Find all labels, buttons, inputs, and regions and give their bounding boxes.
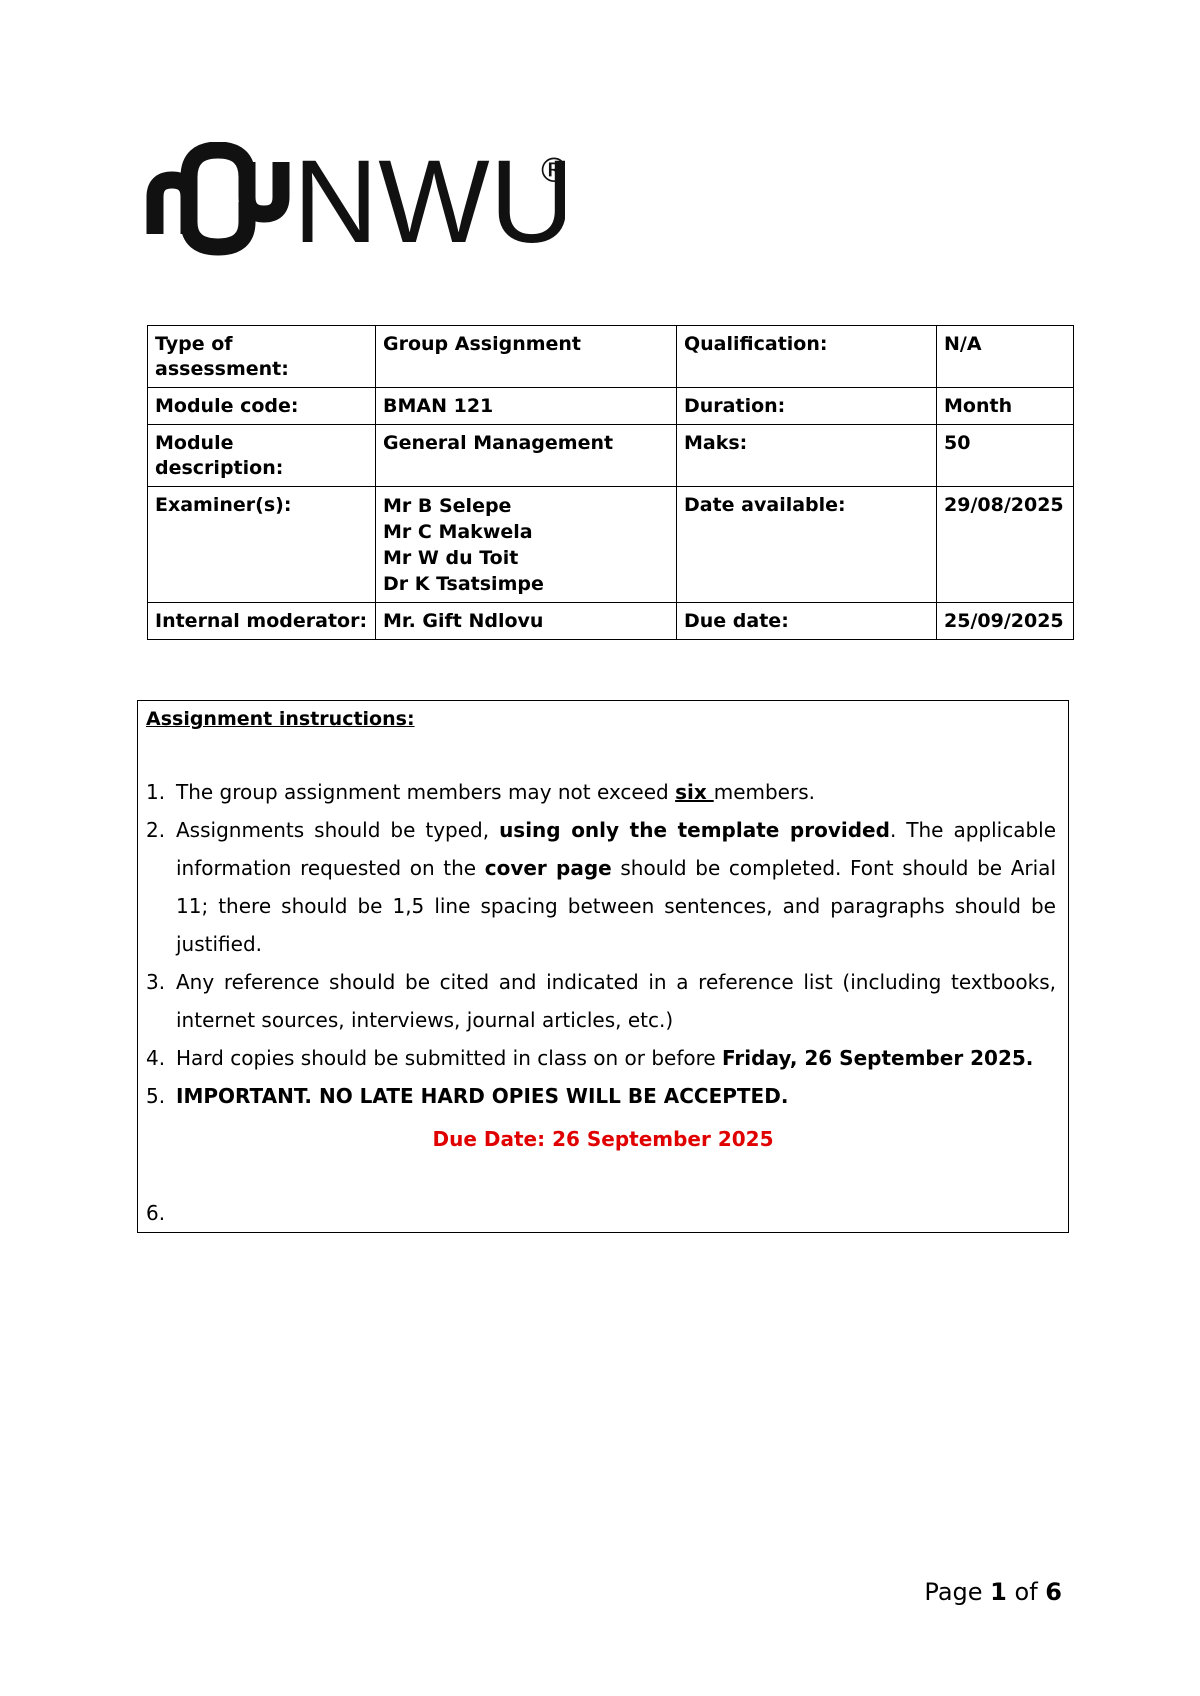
item-number: 5. <box>146 1084 166 1108</box>
value-cell: General Management <box>376 425 677 487</box>
item-number: 4. <box>146 1046 166 1070</box>
label-cell: Examiner(s): <box>148 487 376 603</box>
item-number: 6. <box>146 1201 166 1225</box>
table-row <box>148 388 1074 425</box>
list-item <box>146 1039 1056 1077</box>
examiner-name: Dr K Tsatsimpe <box>383 573 544 595</box>
page-number: Page 1 of 6 <box>924 1578 1062 1606</box>
item-number: 1. <box>146 780 166 804</box>
value-cell: 50 <box>937 425 1074 487</box>
assessment-info-table <box>147 325 1074 640</box>
examiners-cell <box>376 487 677 603</box>
label-cell: Internal moderator: <box>148 603 376 640</box>
item-text: Hard copies should be submitted in class on or before Friday, 26 September 2025. <box>176 1046 1034 1070</box>
value-cell: 25/09/2025 <box>937 603 1074 640</box>
value-cell: Month <box>937 388 1074 425</box>
instructions-title: Assignment instructions: <box>146 708 415 730</box>
table-row <box>148 603 1074 640</box>
list-item <box>146 1077 1056 1115</box>
value-cell: 29/08/2025 <box>937 487 1074 603</box>
item-number: 3. <box>146 970 166 994</box>
value-cell: Group Assignment <box>376 326 677 388</box>
label-cell: Type of assessment: <box>148 326 376 388</box>
list-item <box>146 963 1056 1039</box>
value-cell: N/A <box>937 326 1074 388</box>
table-row <box>148 326 1074 388</box>
examiner-name: Mr B Selepe <box>383 495 512 517</box>
label-cell: Maks: <box>677 425 937 487</box>
item-text: The group assignment members may not exceed six members. <box>176 780 815 804</box>
label-cell: Module description: <box>148 425 376 487</box>
examiner-name: Mr C Makwela <box>383 521 533 543</box>
list-item <box>146 773 1056 811</box>
label-cell: Module code: <box>148 388 376 425</box>
value-cell: Mr. Gift Ndlovu <box>376 603 677 640</box>
list-item <box>146 811 1056 963</box>
due-date-notice: Due Date: 26 September 2025 <box>432 1127 774 1151</box>
label-cell: Due date: <box>677 603 937 640</box>
examiner-name: Mr W du Toit <box>383 547 519 569</box>
label-cell: Qualification: <box>677 326 937 388</box>
item-text: Assignments should be typed, using only the template provided. The applicable information requested on the cover page should be completed. Font should be Arial 11; there should be 1,5 line spacing between sentences, and paragraphs should be justified. <box>176 818 1057 956</box>
svg-text:®: ® <box>537 151 565 191</box>
label-cell: Duration: <box>677 388 937 425</box>
label-cell: Date available: <box>677 487 937 603</box>
nwu-logo <box>145 142 565 261</box>
value-cell: BMAN 121 <box>376 388 677 425</box>
svg-text:NWU: NWU <box>293 142 565 257</box>
table-row <box>148 487 1074 603</box>
item-text: Any reference should be cited and indicated in a reference list (including textbooks, internet sources, interviews, journal articles, etc.) <box>176 970 1056 1032</box>
item-number: 2. <box>146 818 166 842</box>
instructions-box <box>137 700 1069 1233</box>
instructions-list <box>146 773 1056 1115</box>
item-text: IMPORTANT. NO LATE HARD OPIES WILL BE ACCEPTED. <box>176 1084 789 1108</box>
table-row <box>148 425 1074 487</box>
